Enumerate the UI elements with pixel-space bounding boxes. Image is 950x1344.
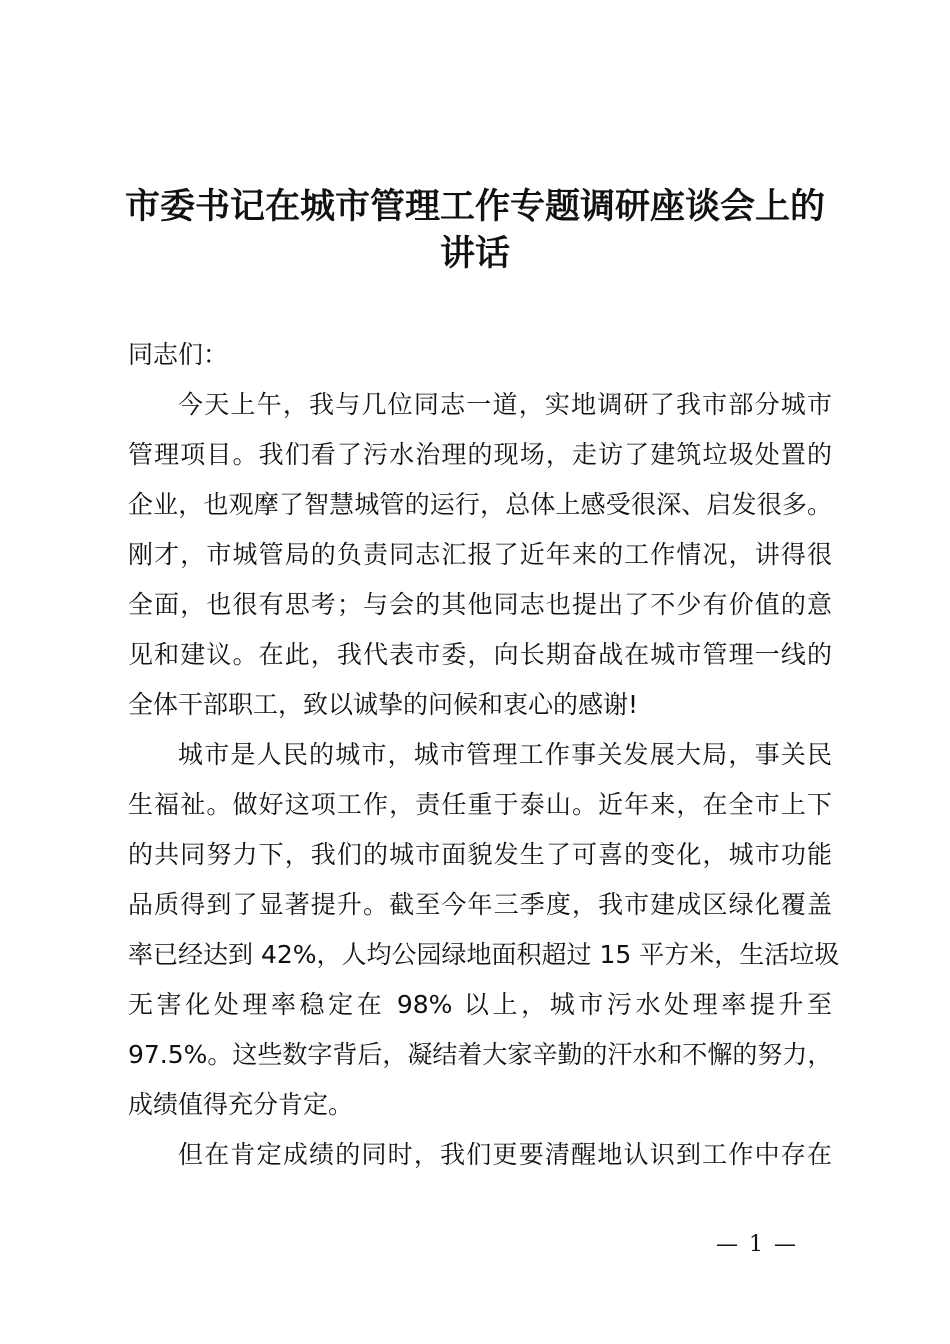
paragraph-line: 见和建议。在此，我代表市委，向长期奋战在城市管理一线的 <box>128 640 832 669</box>
salutation: 同志们： <box>128 340 229 369</box>
paragraph-line: 品质得到了显著提升。截至今年三季度，我市建成区绿化覆盖 <box>128 890 832 919</box>
paragraph-line: 的共同努力下，我们的城市面貌发生了可喜的变化，城市功能 <box>128 840 832 869</box>
paragraph-line: 率已经达到 42%，人均公园绿地面积超过 15 平方米，生活垃圾 <box>128 940 840 969</box>
paragraph-line: 无害化处理率稳定在 98% 以上，城市污水处理率提升至 <box>128 990 832 1019</box>
paragraph-2 <box>128 730 840 1130</box>
page-number: — 1 — <box>716 1232 798 1257</box>
paragraph-line: 成绩值得充分肯定。 <box>128 1090 354 1119</box>
paragraph-3 <box>128 1130 832 1180</box>
paragraph-line: 刚才，市城管局的负责同志汇报了近年来的工作情况，讲得很 <box>128 540 832 569</box>
paragraph-line: 企业，也观摩了智慧城管的运行，总体上感受很深、启发很多。 <box>128 490 832 519</box>
paragraph-line: 今天上午，我与几位同志一道，实地调研了我市部分城市 <box>178 390 832 419</box>
document-title <box>0 184 950 278</box>
document-body <box>128 330 840 1180</box>
paragraph-line: 生福祉。做好这项工作，责任重于泰山。近年来，在全市上下 <box>128 790 832 819</box>
paragraph-line: 97.5%。这些数字背后，凝结着大家辛勤的汗水和不懈的努力， <box>128 1040 833 1069</box>
paragraph-line: 但在肯定成绩的同时，我们更要清醒地认识到工作中存在 <box>178 1140 832 1169</box>
paragraph-1 <box>128 380 832 730</box>
paragraph-line: 管理项目。我们看了污水治理的现场，走访了建筑垃圾处置的 <box>128 440 832 469</box>
title-line-2: 讲话 <box>439 234 510 274</box>
paragraph-line: 城市是人民的城市，城市管理工作事关发展大局，事关民 <box>178 740 832 769</box>
title-line-1: 市委书记在城市管理工作专题调研座谈会上的 <box>124 187 825 227</box>
paragraph-line: 全面，也很有思考；与会的其他同志也提出了不少有价值的意 <box>128 590 832 619</box>
paragraph-line: 全体干部职工，致以诚挚的问候和衷心的感谢! <box>128 690 639 719</box>
